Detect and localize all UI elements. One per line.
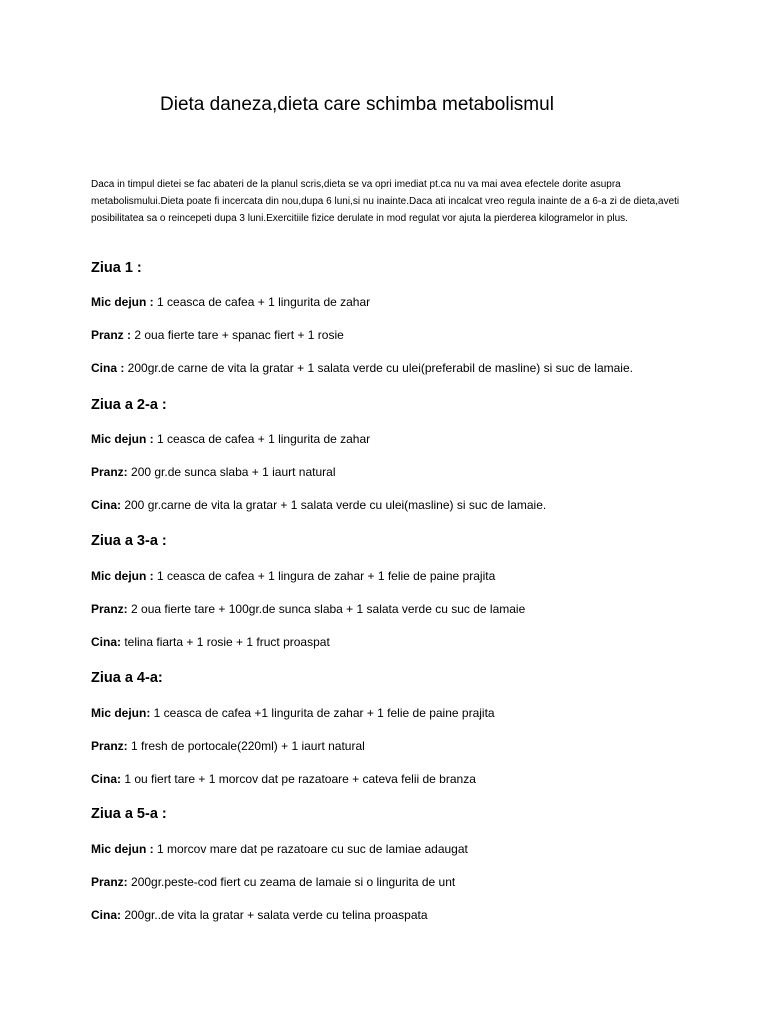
meal-text: 200 gr.carne de vita la gratar + 1 salata verde cu ulei(masline) si suc de lamaie. [121,498,547,512]
meal-text: 200gr.de carne de vita la gratar + 1 salata verde cu ulei(preferabil de masline) si suc de lamaie. [124,361,633,375]
meal-label: Pranz: [91,739,128,753]
meal-line-breakfast [91,705,495,721]
meal-line-breakfast [91,431,370,447]
meal-label: Pranz: [91,602,128,616]
meal-text: 200gr..de vita la gratar + salata verde cu telina proaspata [121,908,428,922]
meal-text: 2 oua fierte tare + spanac fiert + 1 rosie [131,328,344,342]
day-section [91,258,721,375]
meal-label: Cina: [91,635,121,649]
meal-text: 200gr.peste-cod fiert cu zeama de lamaie si o lingurita de unt [127,875,456,889]
day-section [91,395,721,512]
meal-text: 1 ceasca de cafea + 1 lingura de zahar + 1 felie de paine prajita [153,569,496,583]
meal-line-breakfast [91,841,468,857]
meal-label: Mic dejun: [91,706,151,720]
meal-text: 1 ou fiert tare + 1 morcov dat pe razatoare + cateva felii de branza [121,772,476,786]
day-heading: Ziua a 2-a : [91,397,167,413]
intro-paragraph: Daca in timpul dietei se fac abateri de la planul scris,dieta se va opri imediat pt.ca nu va mai avea efectele dorite asupra metabolismului.Dieta poate fi incercata din nou,dupa 6 luni,si nu inainte.Daca ati incalcat vreo regula inainte de a 6-a zi de dieta,aveti posibilitatea sa o reincepeti dupa 3 luni.Exercitiile fizice derulate in mod regulat vor ajuta la pierderea kilogramelor in plus. [91,179,680,224]
meal-label: Mic dejun : [91,569,154,583]
meal-label: Pranz: [91,465,128,479]
meal-label: Pranz: [91,875,128,889]
meal-line-lunch [91,601,525,617]
meal-label: Mic dejun : [91,432,154,446]
meal-label: Pranz : [91,328,132,342]
meal-line-lunch [91,464,336,480]
meal-line-breakfast [91,568,495,584]
meal-label: Mic dejun : [91,842,154,856]
meal-line-lunch [91,874,455,890]
meal-text: 1 ceasca de cafea + 1 lingurita de zahar [153,295,371,309]
meal-line-lunch [91,327,344,343]
meal-text: telina fiarta + 1 rosie + 1 fruct proaspat [121,635,330,649]
meal-text: 1 ceasca de cafea +1 lingurita de zahar + 1 felie de paine prajita [150,706,495,720]
meal-text: 200 gr.de sunca slaba + 1 iaurt natural [127,465,336,479]
meal-line-dinner [91,360,633,376]
meal-line-dinner [91,497,546,513]
meal-text: 1 morcov mare dat pe razatoare cu suc de lamiae adaugat [153,842,468,856]
meal-label: Cina: [91,772,121,786]
meal-label: Cina: [91,908,121,922]
day-heading: Ziua a 4-a: [91,670,163,686]
meal-line-lunch [91,738,365,754]
meal-line-dinner [91,771,476,787]
meal-text: 2 oua fierte tare + 100gr.de sunca slaba + 1 salata verde cu suc de lamaie [127,602,526,616]
page-title: Dieta daneza,dieta care schimba metabolismul [160,94,554,115]
meal-line-breakfast [91,294,370,310]
meal-text: 1 fresh de portocale(220ml) + 1 iaurt natural [127,739,365,753]
meal-text: 1 ceasca de cafea + 1 lingurita de zahar [153,432,371,446]
meal-label: Cina : [91,361,125,375]
day-section [91,531,721,649]
day-heading: Ziua a 3-a : [91,533,167,549]
day-section [91,804,721,922]
meal-line-dinner [91,907,428,923]
day-section [91,668,721,786]
meal-label: Cina: [91,498,121,512]
day-heading: Ziua 1 : [91,260,142,276]
day-heading: Ziua a 5-a : [91,806,167,822]
meal-label: Mic dejun : [91,295,154,309]
meal-line-dinner [91,634,330,650]
